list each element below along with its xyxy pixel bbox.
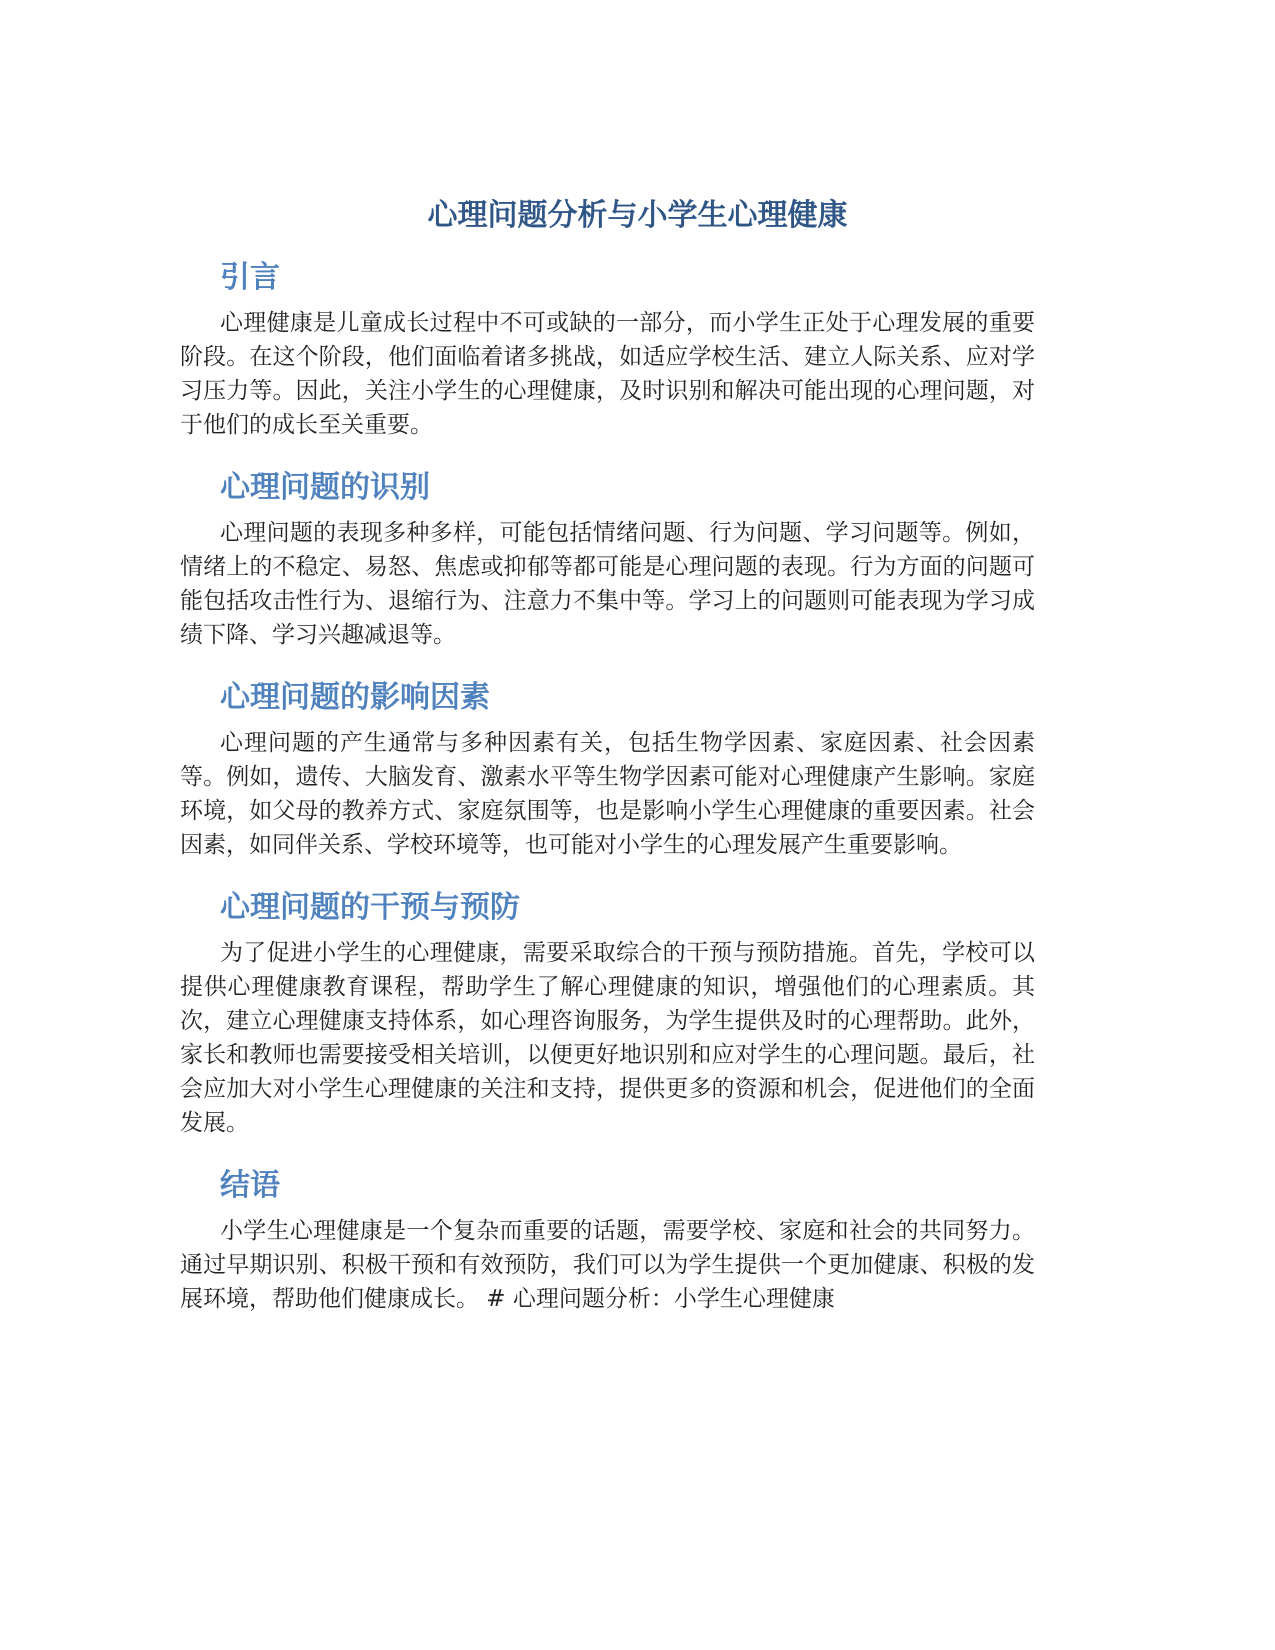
section-heading-identification: 心理问题的识别 — [220, 470, 430, 505]
section-heading-introduction: 引言 — [220, 260, 280, 295]
section-paragraph-factors: 心理问题的产生通常与多种因素有关，包括生物学因素、家庭因素、社会因素等。例如，遗传、大脑发育、激素水平等生物学因素可能对心理健康产生影响。家庭环境，如父母的教养方式、家庭氛围等，也是影响小学生心理健康的重要因素。社会因素，如同伴关系、学校环境等，也可能对小学生的心理发展产生重要影响。 — [180, 730, 1035, 858]
section-heading-factors: 心理问题的影响因素 — [220, 680, 490, 715]
section-heading-intervention: 心理问题的干预与预防 — [220, 890, 520, 925]
section-paragraph-intervention: 为了促进小学生的心理健康，需要采取综合的干预与预防措施。首先，学校可以提供心理健康教育课程，帮助学生了解心理健康的知识，增强他们的心理素质。其次，建立心理健康支持体系，如心理咨询服务，为学生提供及时的心理帮助。此外，家长和教师也需要接受相关培训，以便更好地识别和应对学生的心理问题。最后，社会应加大对小学生心理健康的关注和支持，提供更多的资源和机会，促进他们的全面发展。 — [180, 940, 1035, 1136]
document-title: 心理问题分析与小学生心理健康 — [427, 198, 848, 233]
section-heading-conclusion: 结语 — [220, 1168, 280, 1203]
section-paragraph-identification: 心理问题的表现多种多样，可能包括情绪问题、行为问题、学习问题等。例如，情绪上的不稳定、易怒、焦虑或抑郁等都可能是心理问题的表现。行为方面的问题可能包括攻击性行为、退缩行为、注意力不集中等。学习上的问题则可能表现为学习成绩下降、学习兴趣减退等。 — [180, 520, 1035, 648]
section-paragraph-conclusion: 小学生心理健康是一个复杂而重要的话题，需要学校、家庭和社会的共同努力。通过早期识别、积极干预和有效预防，我们可以为学生提供一个更加健康、积极的发展环境，帮助他们健康成长。 # 心理问题分析：小学生心理健康 — [180, 1218, 1035, 1312]
document-body — [180, 250, 1035, 1334]
section-paragraph-introduction: 心理健康是儿童成长过程中不可或缺的一部分，而小学生正处于心理发展的重要阶段。在这个阶段，他们面临着诸多挑战，如适应学校生活、建立人际关系、应对学习压力等。因此，关注小学生的心理健康，及时识别和解决可能出现的心理问题，对于他们的成长至关重要。 — [180, 310, 1035, 438]
